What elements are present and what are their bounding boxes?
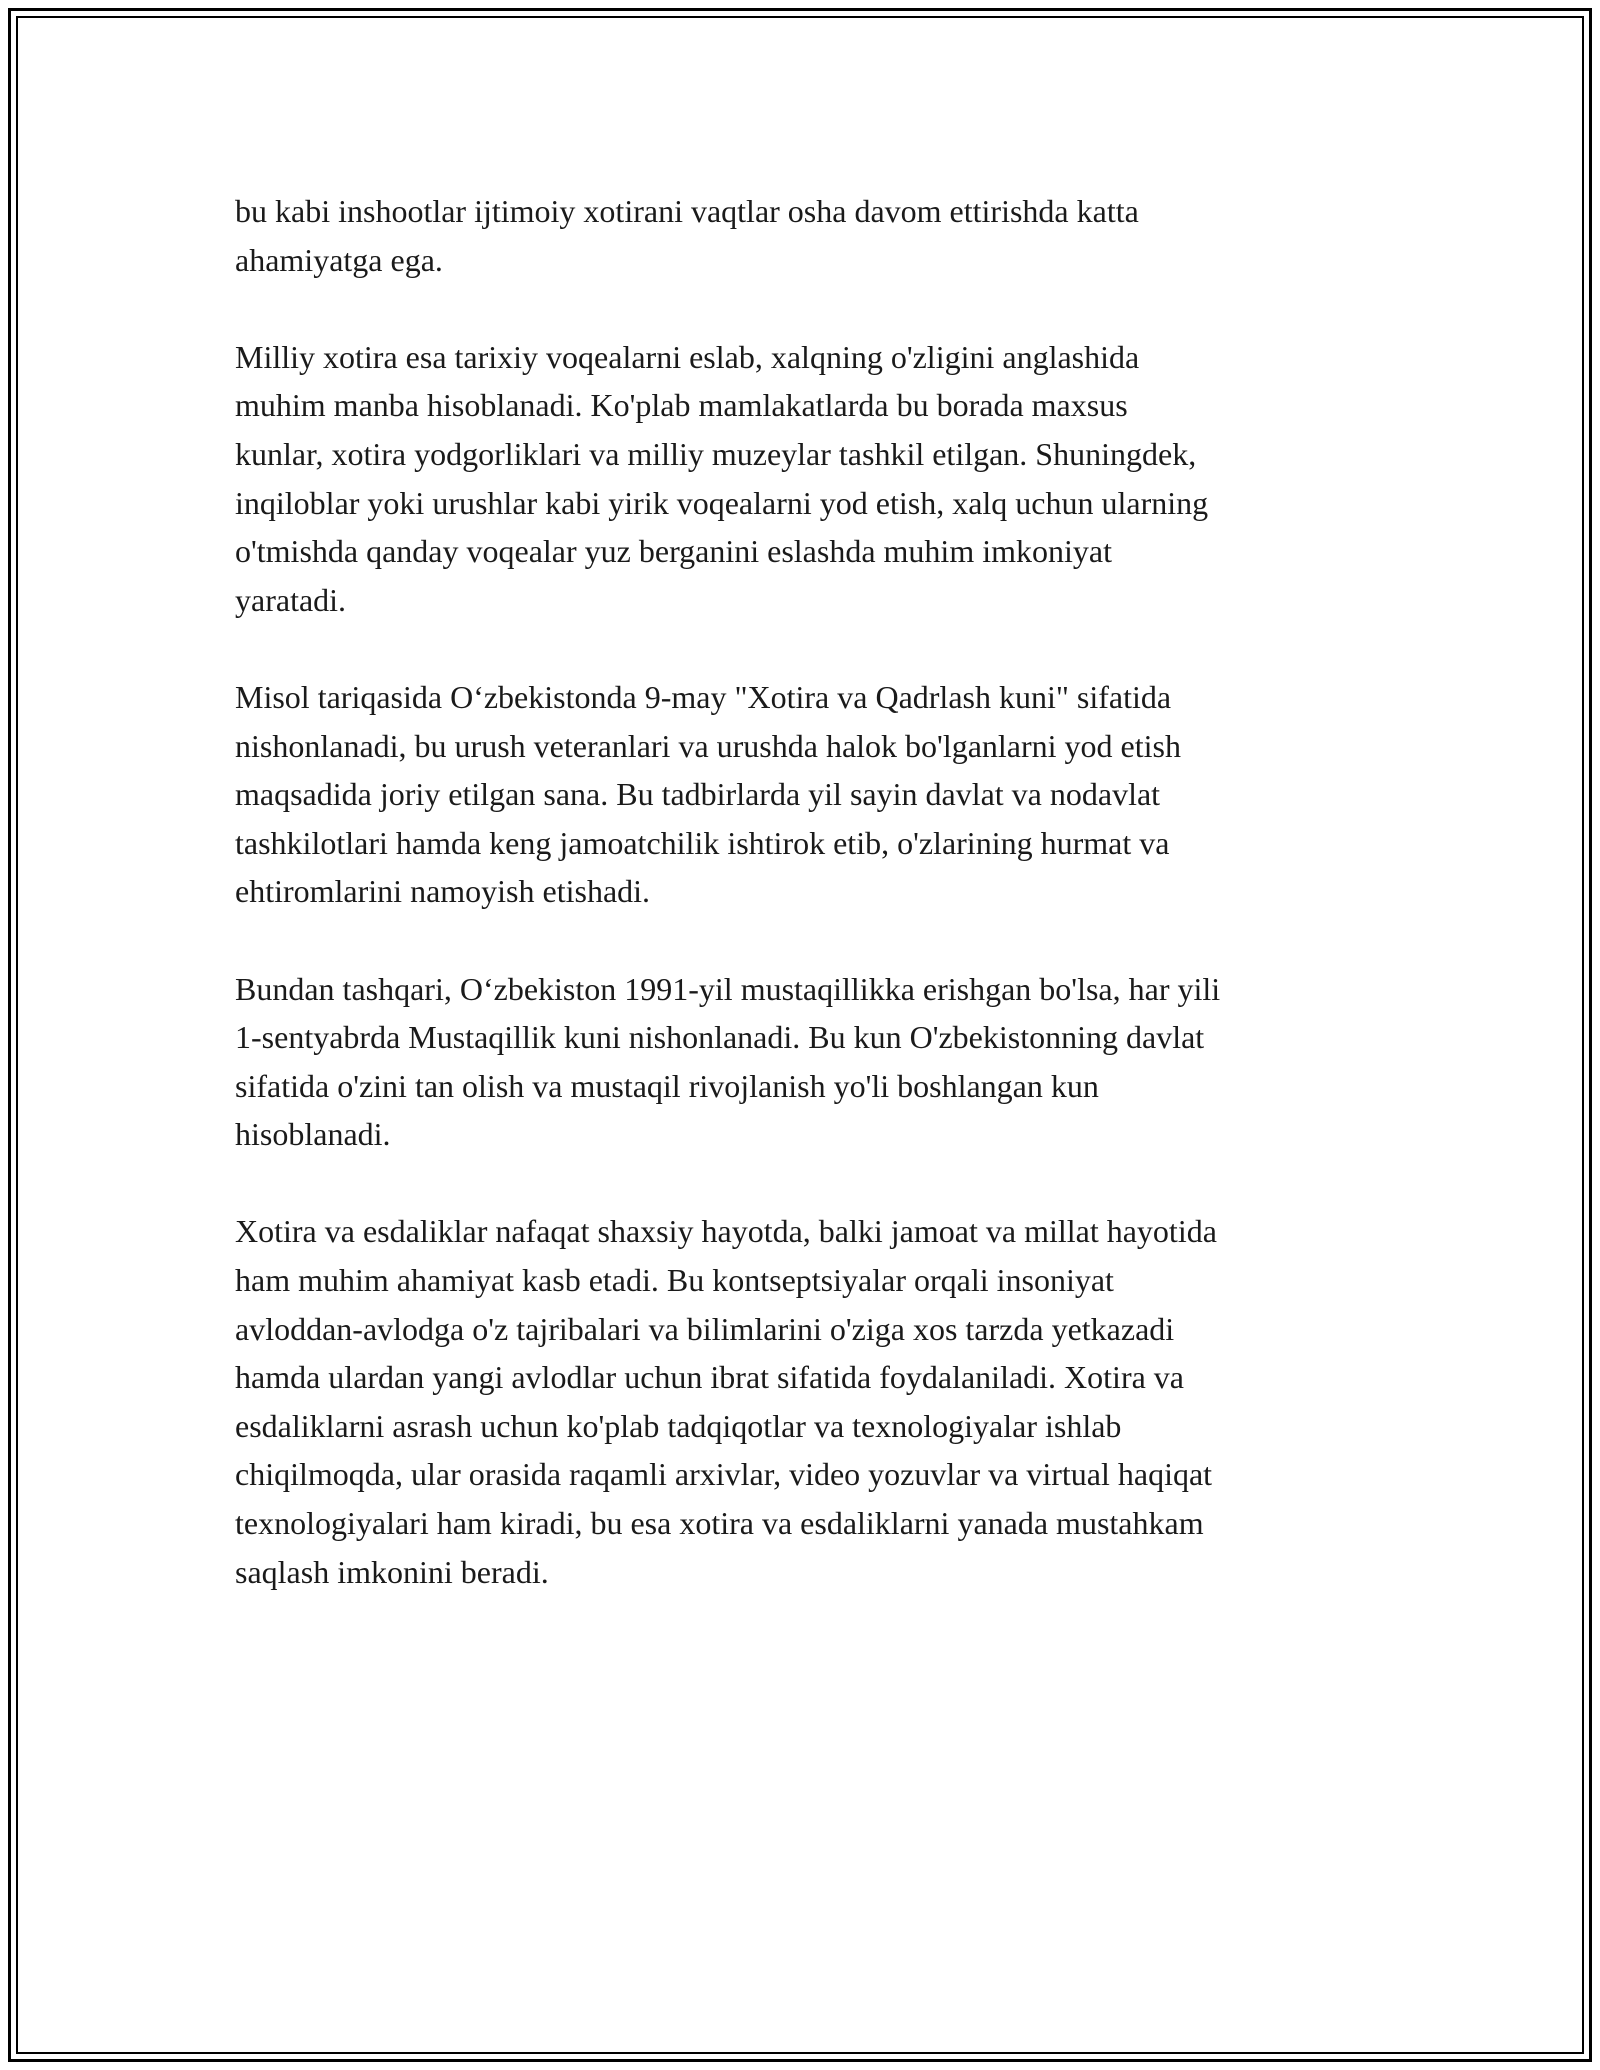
text-line: inqiloblar yoki urushlar kabi yirik voqealarni yod etish, xalq uchun ularning [235,484,1209,521]
text-line: Milliy xotira esa tarixiy voqealarni eslab, xalqning o'zligini anglashida [235,338,1140,375]
text-line: Bundan tashqari, O‘zbekiston 1991-yil mustaqillikka erishgan bo'lsa, har yili [235,970,1221,1007]
text-line: maqsadida joriy etilgan sana. Bu tadbirlarda yil sayin davlat va nodavlat [235,776,1161,813]
text-line: 1-sentyabrda Mustaqillik kuni nishonlanadi. Bu kun O'zbekistonning davlat [235,1019,1205,1056]
paragraph [235,965,1385,1159]
paragraph [235,187,1385,284]
text-line: nishonlanadi, bu urush veteranlari va urushda halok bo'lganlarni yod etish [235,727,1181,764]
text-line: ham muhim ahamiyat kasb etadi. Bu kontseptsiyalar orqali insoniyat [235,1262,1114,1299]
text-line: ehtiromlarini namoyish etishadi. [235,873,651,910]
text-line: sifatida o'zini tan olish va mustaqil rivojlanish yo'li boshlangan kun [235,1067,1099,1104]
text-line: kunlar, xotira yodgorliklari va milliy muzeylar tashkil etilgan. Shuningdek, [235,435,1197,472]
text-line: tashkilotlari hamda keng jamoatchilik ishtirok etib, o'zlarining hurmat va [235,824,1170,861]
paragraph [235,1207,1385,1596]
text-line: ahamiyatga ega. [235,241,443,278]
text-line: Xotira va esdaliklar nafaqat shaxsiy hayotda, balki jamoat va millat hayotida [235,1213,1217,1250]
text-line: chiqilmoqda, ular orasida raqamli arxivlar, video yozuvlar va virtual haqiqat [235,1456,1213,1493]
text-line: bu kabi inshootlar ijtimoiy xotirani vaqtlar osha davom ettirishda katta [235,193,1139,229]
text-line: texnologiyalari ham kiradi, bu esa xotira va esdaliklarni yanada mustahkam [235,1505,1204,1542]
text-line: hisoblanadi. [235,1116,391,1153]
text-line: o'tmishda qanday voqealar yuz berganini eslashda muhim imkoniyat [235,533,1112,570]
document-body [235,187,1385,1596]
paragraph [235,333,1385,625]
text-line: hamda ulardan yangi avlodlar uchun ibrat sifatida foydalaniladi. Xotira va [235,1359,1184,1396]
paragraph [235,673,1385,916]
text-line: avloddan-avlodga o'z tajribalari va bilimlarini o'ziga xos tarzda yetkazadi [235,1310,1175,1347]
text-line: esdaliklarni asrash uchun ko'plab tadqiqotlar va texnologiyalar ishlab [235,1407,1122,1444]
text-line: muhim manba hisoblanadi. Ko'plab mamlakatlarda bu borada maxsus [235,387,1128,424]
text-line: saqlash imkonini beradi. [235,1553,549,1590]
text-line: yaratadi. [235,581,347,618]
text-line: Misol tariqasida O‘zbekistonda 9-may "Xotira va Qadrlash kuni" sifatida [235,678,1172,715]
